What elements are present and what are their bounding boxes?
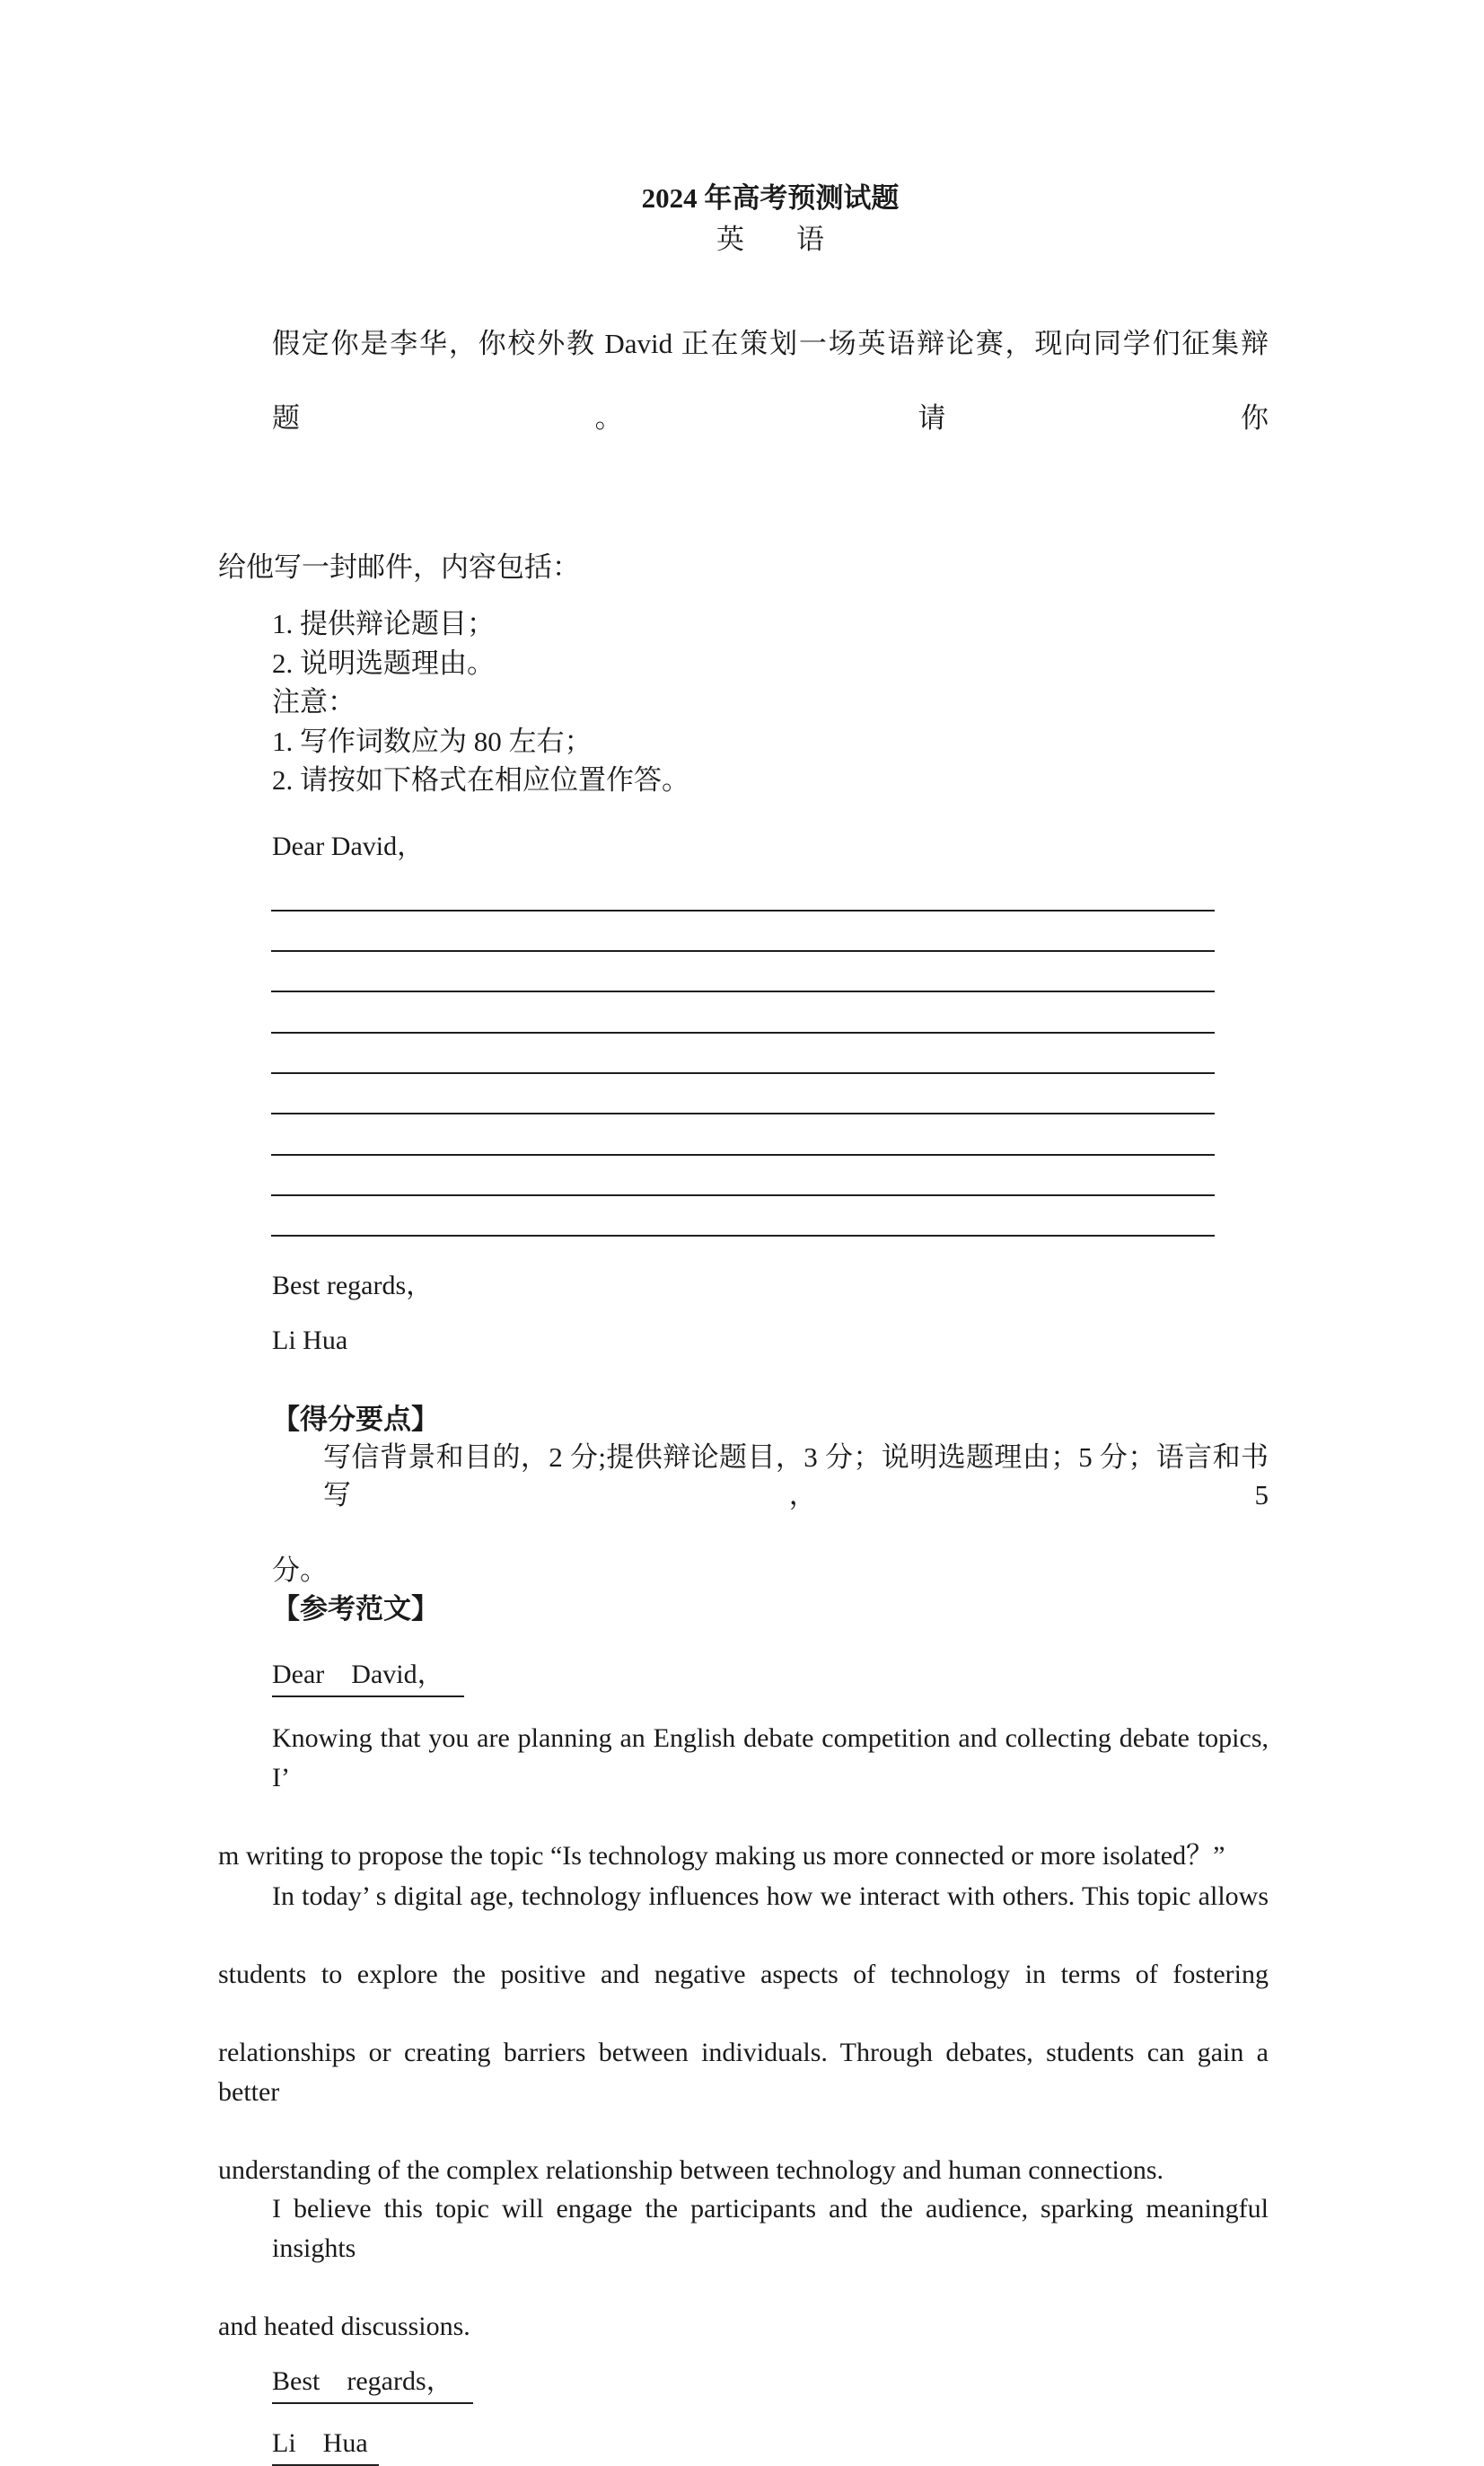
sample-signature-text: Li Hua — [272, 2426, 379, 2466]
writing-line — [271, 871, 1215, 912]
sample-closing-text: Best regards， — [272, 2364, 473, 2404]
sample-salutation-text: Dear David， — [272, 1657, 464, 1697]
sample-section-header: 【参考范文】 — [272, 1593, 439, 1625]
subject-title — [272, 224, 1269, 256]
sample-p1-line-1: Knowing that you are planning an English debate competition and collecting debate topics, I’ — [272, 1723, 1269, 1792]
writing-lines — [271, 871, 1215, 1237]
answer-salutation: Dear David， — [272, 831, 425, 861]
writing-line — [271, 1156, 1215, 1196]
sample-salutation — [272, 1657, 1269, 1697]
subject-char-left: 英 — [716, 224, 744, 255]
sample-p1-line-2: m writing to propose the topic “Is technology making us more connected or more isolated？” — [218, 1840, 1225, 1871]
prompt-list — [218, 604, 1269, 800]
exam-title: 2024 年高考预测试题 — [641, 182, 900, 214]
sample-p3-line-1: I believe this topic will engage the participants and the audience, sparking meaningful insights — [272, 2194, 1269, 2263]
sample-p3-line-2: and heated discussions. — [218, 2311, 470, 2341]
sample-p2-line-2: students to explore the positive and negative aspects of technology in terms of fostering — [218, 1960, 1269, 1990]
writing-line — [271, 992, 1215, 1033]
sample-paragraph-1 — [218, 1719, 1269, 1875]
writing-line — [271, 1114, 1215, 1155]
note-item-1: 1. 写作词数应为 80 左右； — [272, 725, 593, 757]
prompt-paragraph — [218, 306, 1269, 604]
title-block — [272, 0, 1269, 256]
writing-line — [271, 912, 1215, 952]
scoring-line-1: 写信背景和目的，2 分;提供辩论题目，3 分；说明选题理由；5 分；语言和书写，5 — [323, 1441, 1269, 1511]
writing-line — [271, 1196, 1215, 1237]
sample-p2-line-3: relationships or creating barriers between individuals. Through debates, students can gain a better — [218, 2038, 1269, 2107]
sample-signature — [272, 2426, 1269, 2466]
requirement-item-2: 2. 说明选题理由。 — [272, 647, 495, 679]
subject-char-right: 语 — [796, 224, 824, 255]
writing-line — [271, 952, 1215, 992]
scoring-section-header: 【得分要点】 — [272, 1404, 439, 1436]
sample-closing — [272, 2364, 1269, 2404]
sample-paragraph-2 — [218, 1877, 1269, 2189]
writing-line — [271, 1074, 1215, 1114]
prompt-line-1: 假定你是李华，你校外教 David 正在策划一场英语辩论赛，现向同学们征集辩题。请你 — [272, 328, 1269, 434]
requirement-item-1: 1. 提供辩论题目； — [272, 608, 495, 639]
sample-paragraph-3 — [218, 2189, 1269, 2346]
scoring-line-2: 分。 — [272, 1554, 328, 1587]
note-item-2: 2. 请按如下格式在相应位置作答。 — [272, 764, 689, 796]
answer-closing: Best regards， — [272, 1271, 434, 1301]
sample-p2-line-4: understanding of the complex relationship between technology and human connections. — [218, 2154, 1164, 2185]
sample-p2-line-1: In today’ s digital age, technology influences how we interact with others. This topic allows — [272, 1881, 1269, 1912]
prompt-line-2: 给他写一封邮件，内容包括： — [218, 551, 580, 583]
writing-line — [271, 1034, 1215, 1074]
notice-label: 注意： — [272, 686, 356, 718]
scoring-detail — [218, 1439, 1269, 1590]
answer-signature: Li Hua — [272, 1325, 348, 1356]
